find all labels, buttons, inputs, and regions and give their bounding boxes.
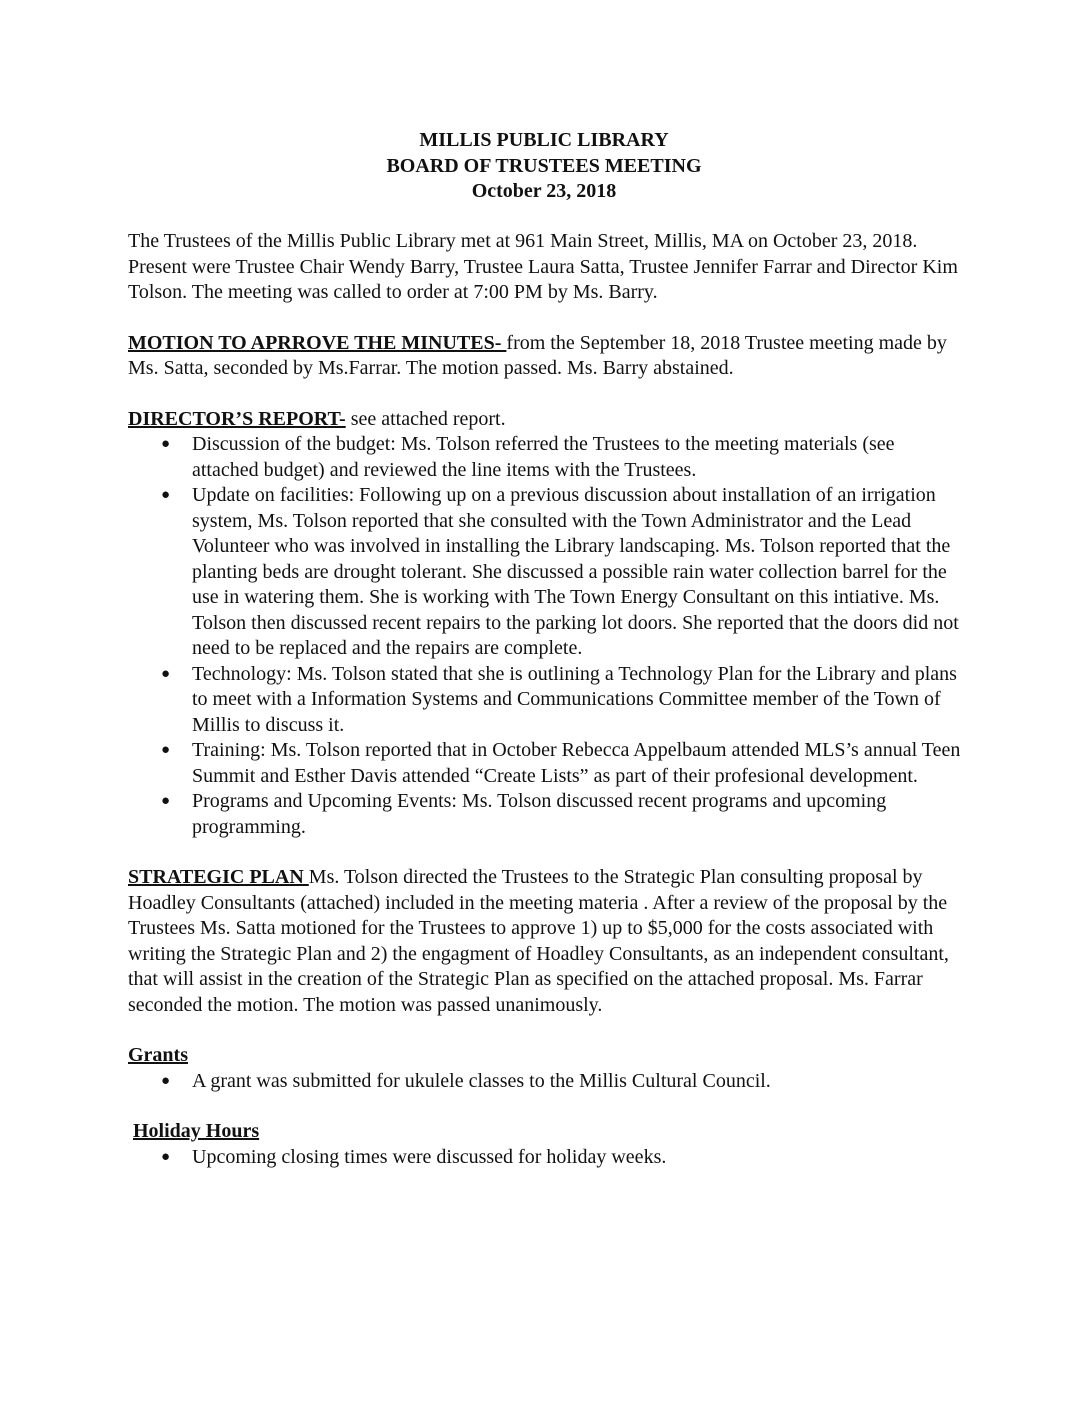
grants-list (128, 1069, 966, 1095)
bullet-icon: ● (161, 742, 171, 758)
list-item-text: Training: Ms. Tolson reported that in October Rebecca Appelbaum attended MLS’s annual Teen Summit and Esther Davis attended “Create Lists” as part of their profesional development. (192, 739, 961, 787)
director-report-title (128, 407, 966, 433)
list-item (161, 738, 966, 789)
director-report-text: see attached report. (345, 407, 506, 430)
list-item (161, 1069, 966, 1095)
director-report-section (128, 407, 966, 841)
library-name: MILLIS PUBLIC LIBRARY (419, 129, 669, 151)
minutes-section (128, 331, 966, 382)
spacer (128, 1094, 966, 1119)
minutes-heading: MOTION TO APRROVE THE MINUTES- (128, 331, 507, 354)
bullet-icon: ● (161, 793, 171, 809)
meeting-title: BOARD OF TRUSTEES MEETING (386, 154, 702, 177)
list-item (161, 432, 966, 483)
director-report-heading: DIRECTOR’S REPORT- (128, 407, 346, 430)
holiday-hours-section (128, 1119, 966, 1170)
list-item-text: Discussion of the budget: Ms. Tolson referred the Trustees to the meeting materials (see attached budget) and reviewed the line items with the Trustees. (192, 433, 895, 481)
list-item (161, 483, 966, 662)
strategic-plan-text: Ms. Tolson directed the Trustees to the Strategic Plan consulting proposal by Hoadley Consultants (attached) included in the meeting materia . After a review of the proposal by the Trustees Ms. Satta motioned for the Trustees to approve 1) up to $5,000 for the costs associated with writing the Strategic Plan and 2) the engagment of Hoadley Consultants, as an independent consultant, that will assist in the creation of the Strategic Plan as specified on the attached proposal. Ms. Farrar seconded the motion. The motion was passed unanimously. (128, 866, 949, 1016)
list-item (161, 1145, 966, 1171)
grants-section (128, 1043, 966, 1094)
bullet-icon: ● (161, 1148, 171, 1165)
holiday-hours-heading: Holiday Hours (133, 1120, 260, 1142)
list-item-text: Update on facilities: Following up on a previous discussion about installation of an irrigation system, Ms. Tolson reported that she consulted with the Town Administrator and the Lead Volunteer who was involved in installing the Library landscaping. Ms. Tolson reported that the planting beds are drought tolerant. She discussed a possible rain water collection barrel for the use in watering them. She is working with The Town Energy Consultant on this intiative. Ms. Tolson then discussed recent repairs to the parking lot doors. She reported that the doors did not need to be replaced and the repairs are complete. (192, 484, 959, 659)
list-item-text: Programs and Upcoming Events: Ms. Tolson discussed recent programs and upcoming programming. (192, 790, 887, 838)
list-item-text: Upcoming closing times were discussed for holiday weeks. (192, 1145, 667, 1168)
holiday-hours-list (128, 1145, 966, 1171)
document-body (128, 229, 966, 1170)
bullet-icon: ● (161, 436, 171, 452)
spacer (128, 840, 966, 865)
strategic-plan-section (128, 865, 966, 1018)
grants-heading: Grants (128, 1044, 188, 1066)
list-item-text: Technology: Ms. Tolson stated that she is outlining a Technology Plan for the Library and plans to meet with a Information Systems and Communications Committee member of the Town of Millis to discuss it. (192, 662, 957, 736)
document-header (0, 128, 1088, 205)
intro-paragraph: The Trustees of the Millis Public Library met at 961 Main Street, Millis, MA on October 23, 2018. Present were Trustee Chair Wendy Barry, Trustee Laura Satta, Trustee Jennifer Farrar and Director Kim Tolson. The meeting was called to order at 7:00 PM by Ms. Barry. (128, 230, 958, 303)
meeting-date: October 23, 2018 (471, 180, 617, 202)
bullet-icon: ● (161, 665, 171, 682)
bullet-icon: ● (161, 487, 171, 503)
minutes-text: from the September 18, 2018 Trustee meeting made by Ms. Satta, seconded by Ms.Farrar. The motion passed. Ms. Barry abstained. (128, 331, 947, 379)
director-report-list (128, 432, 966, 840)
bullet-icon: ● (161, 1072, 171, 1089)
strategic-plan-heading: STRATEGIC PLAN (128, 866, 309, 888)
list-item (161, 662, 966, 739)
list-item-text: A grant was submitted for ukulele classes to the Millis Cultural Council. (192, 1069, 771, 1092)
list-item (161, 789, 966, 840)
